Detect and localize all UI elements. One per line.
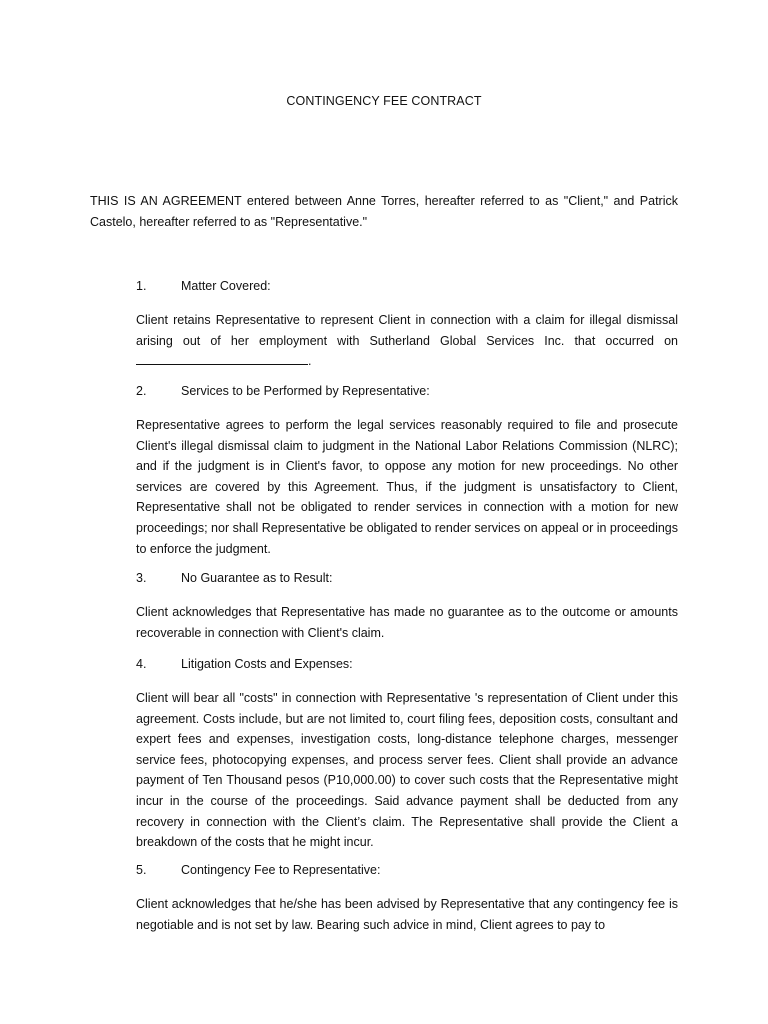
section-heading-text: Matter Covered: [181, 279, 271, 293]
section-2 [136, 381, 678, 559]
section-body: Client acknowledges that Representative has made no guarantee as to the outcome or amounts recoverable in connection with Client's claim. [136, 605, 678, 640]
section-heading [136, 381, 678, 401]
section-heading [136, 860, 678, 880]
section-number: 4. [136, 657, 147, 671]
section-heading-text: Litigation Costs and Expenses: [181, 657, 353, 671]
section-body-suffix: . [308, 354, 312, 369]
section-body [136, 310, 678, 372]
section-heading [136, 568, 678, 588]
section-heading-text: Contingency Fee to Representative: [181, 863, 381, 877]
section-body: Client will bear all "costs" in connection with Representative 's representation of Client under this agreement. Costs include, but are not limited to, court filing fees, deposition costs, consultant and expert fees and expenses, investigation costs, long-distance telephone charges, messenger service fees, photocopying expenses, and process server fees. Client shall provide an advance payment of Ten Thousand pesos (P10,000.00) to cover such costs that the Representative might incur in the course of the proceedings. Said advance payment shall be deducted from any recovery in connection with the Client’s claim. The Representative shall provide the Client a breakdown of the costs that he might incur. [136, 691, 678, 850]
section-body: Representative agrees to perform the legal services reasonably required to file and prosecute Client's illegal dismissal claim to judgment in the National Labor Relations Commission (NLRC); and if the judgment is in Client's favor, to oppose any motion for new proceedings. No other services are covered by this Agreement. Thus, if the judgment is unsatisfactory to Client, Representative shall not be obligated to render services in connection with a motion for new proceedings; nor shall Representative be obligated to render services on appeal or in proceedings to enforce the judgment. [136, 418, 679, 556]
section-number: 5. [136, 863, 147, 877]
section-3 [136, 568, 678, 643]
section-4 [136, 654, 678, 853]
section-heading [136, 654, 678, 674]
section-number: 1. [136, 279, 147, 293]
section-number: 2. [136, 384, 147, 398]
document-title: CONTINGENCY FEE CONTRACT [286, 94, 482, 108]
intro-paragraph: THIS IS AN AGREEMENT entered between Anne Torres, hereafter referred to as "Client," and Patrick Castelo, hereafter referred to as "Representative." [90, 194, 678, 229]
section-body-text: Client retains Representative to represent Client in connection with a claim for illegal dismissal arising out of her employment with Sutherland Global Services Inc. that occurred on [136, 313, 678, 348]
section-heading [136, 276, 678, 296]
section-5 [136, 860, 678, 935]
section-1 [136, 276, 678, 372]
section-heading-text: No Guarantee as to Result: [181, 571, 333, 585]
date-blank-line [136, 352, 308, 365]
section-number: 3. [136, 571, 147, 585]
section-body: Client acknowledges that he/she has been advised by Representative that any contingency fee is negotiable and is not set by law. Bearing such advice in mind, Client agrees to pay to [136, 897, 678, 932]
section-heading-text: Services to be Performed by Representative: [181, 384, 430, 398]
